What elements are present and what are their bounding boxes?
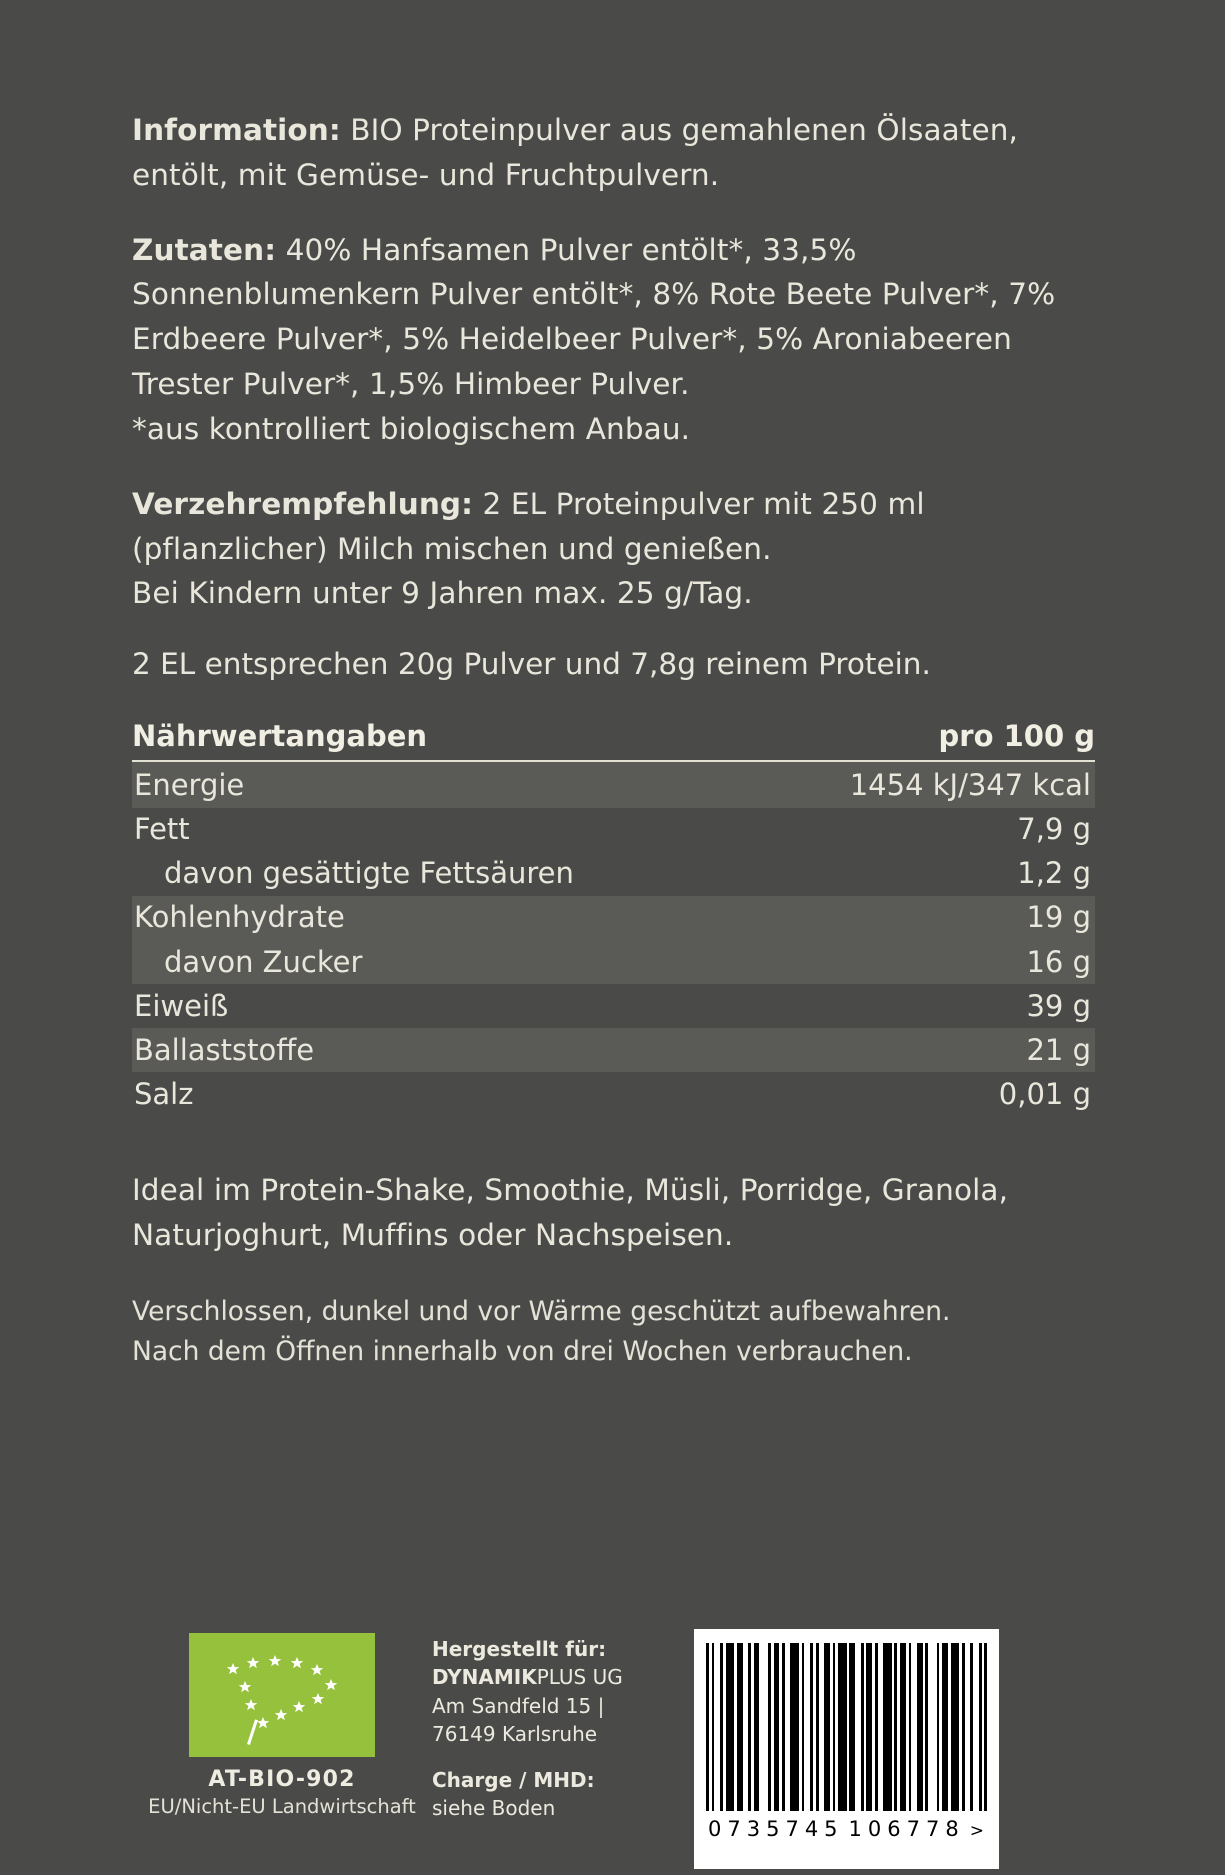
organic-certification-block (132, 1629, 432, 1818)
manufacturer-street: Am Sandfeld 15 | (432, 1693, 605, 1718)
nutrition-row-label: davon gesättigte Fettsäuren (164, 856, 574, 891)
nutrition-row-label: Eiweiß (134, 988, 229, 1023)
nutrition-column-header: pro 100 g (751, 719, 1095, 761)
nutrition-row-value: 39 g (1026, 988, 1091, 1023)
ingredients-text: 40% Hanfsamen Pulver entölt*, 33,5% Sonnenblumenkern Pulver entölt*, 8% Rote Beete Pulver*, 7% Erdbeere Pulver*, 5% Heidelbeer Pulver*, 5% Aroniabeeren Trester Pulver*, 1,5% Himbeer Pulver. (132, 232, 1056, 402)
barcode-bars (706, 1643, 987, 1811)
manufacturer-lead (432, 1635, 672, 1663)
manufacturer-lead-text: Hergestellt für: (432, 1637, 607, 1661)
nutrition-row-value: 19 g (751, 896, 1095, 940)
table-row (132, 852, 1095, 896)
nutrition-row-label: Energie (132, 761, 751, 808)
barcode-digits-group-1: 735745 (727, 1817, 844, 1841)
storage-line-1: Verschlossen, dunkel und vor Wärme geschützt aufbewahren. (132, 1296, 951, 1328)
eu-organic-leaf-icon (189, 1633, 375, 1757)
serving-text: 2 EL Proteinpulver mit 250 ml (pflanzlicher) Milch mischen und genießen. (132, 486, 925, 566)
nutrition-table-header-row (132, 719, 1095, 761)
table-row (132, 1072, 1095, 1116)
nutrition-row-value: 21 g (751, 1028, 1095, 1072)
serving-paragraph (132, 482, 1062, 572)
nutrition-row-label: Ballaststoffe (132, 1028, 751, 1072)
nutrition-row-label: Kohlenhydrate (132, 896, 751, 940)
charge-lead-text: Charge / MHD: (432, 1767, 595, 1792)
nutrition-row-value: 1,2 g (1017, 856, 1091, 891)
table-row (132, 1028, 1095, 1072)
organic-code: AT-BIO-902 (208, 1767, 356, 1792)
nutrition-row-value: 1454 kJ/347 kcal (751, 761, 1095, 808)
nutrition-row-value: 16 g (751, 940, 1095, 984)
nutrition-row-label: Fett (134, 812, 190, 847)
charge-lead (432, 1766, 672, 1794)
table-row (132, 940, 1095, 984)
serving-children-note: Bei Kindern unter 9 Jahren max. 25 g/Tag. (132, 576, 753, 611)
nutrition-row-label: Salz (134, 1076, 194, 1111)
ingredients-footnote: *aus kontrolliert biologischem Anbau. (132, 411, 691, 446)
ingredients-paragraph (132, 228, 1062, 407)
table-row (132, 808, 1095, 852)
manufacturer-city: 76149 Karlsruhe (432, 1722, 598, 1747)
barcode-digits (706, 1811, 987, 1841)
nutrition-table-body (132, 761, 1095, 1116)
information-label: Information: (132, 113, 341, 147)
serving-equivalent-note: 2 EL entsprechen 20g Pulver und 7,8g reinem Protein. (132, 647, 931, 682)
charge-value: siehe Boden (432, 1795, 556, 1820)
manufacturer-block (432, 1629, 672, 1822)
table-row (132, 896, 1095, 940)
storage-line-2: Nach dem Öffnen innerhalb von drei Wochen verbrauchen. (132, 1335, 913, 1367)
nutrition-row-label: davon Zucker (132, 940, 751, 984)
nutrition-table (132, 719, 1095, 1116)
storage-instructions (132, 1292, 1093, 1372)
nutrition-row-value: 7,9 g (1017, 812, 1091, 847)
company-name-rest: PLUS UG (536, 1665, 623, 1690)
information-paragraph (132, 108, 1062, 198)
manufacturer-company (432, 1663, 672, 1691)
barcode-block (694, 1629, 999, 1869)
nutrition-title: Nährwertangaben (132, 719, 751, 761)
barcode-digit-right: > (969, 1821, 985, 1841)
company-name-bold: DYNAMIK (432, 1665, 537, 1690)
barcode-digits-group-2: 106778 (848, 1817, 965, 1841)
label-footer (132, 1629, 1225, 1875)
ingredients-label: Zutaten: (132, 232, 277, 267)
usage-ideas-paragraph: Ideal im Protein-Shake, Smoothie, Müsli, Porridge, Granola, Naturjoghurt, Muffins oder Nachspeisen. (132, 1173, 1009, 1253)
nutrition-row-value: 0,01 g (998, 1076, 1091, 1111)
organic-origin-text: EU/Nicht-EU Landwirtschaft (148, 1795, 416, 1818)
barcode-digit-left: 0 (708, 1817, 723, 1841)
information-text: BIO Proteinpulver aus gemahlenen Ölsaaten, entölt, mit Gemüse- und Fruchtpulvern. (132, 113, 1019, 192)
table-row (132, 761, 1095, 808)
serving-label: Verzehrempfehlung: (132, 486, 474, 521)
table-row (132, 984, 1095, 1028)
